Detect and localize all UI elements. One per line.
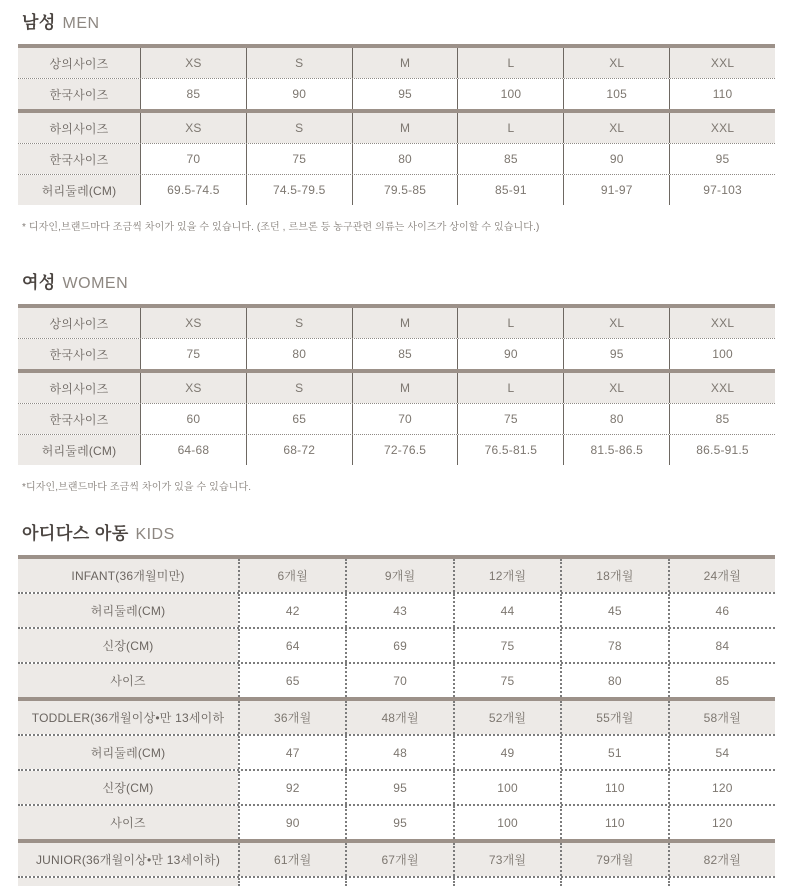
value-cell: 79.5-85 bbox=[352, 175, 458, 205]
value-cell: 78 bbox=[560, 629, 667, 662]
value-cell: 68-72 bbox=[246, 435, 352, 465]
kids-size-table bbox=[18, 555, 775, 886]
value-cell: 75 bbox=[140, 339, 246, 369]
value-cell: M bbox=[352, 308, 458, 338]
row-label-cell bbox=[18, 878, 238, 886]
value-cell: 97-103 bbox=[669, 175, 775, 205]
value-cell: 75 bbox=[453, 664, 560, 697]
value-cell: 9개월 bbox=[345, 559, 452, 592]
row-label-cell: INFANT(36개월미만) bbox=[18, 559, 238, 592]
value-cell: S bbox=[246, 113, 352, 143]
value-cell: XXL bbox=[669, 373, 775, 403]
women-section-title bbox=[22, 270, 775, 295]
women-title-korean: 여성 bbox=[22, 273, 56, 292]
value-cell: 36개월 bbox=[238, 701, 345, 734]
table-row bbox=[18, 44, 775, 78]
women-footnote: *디자인,브랜드마다 조금씩 차이가 있을 수 있습니다. bbox=[22, 482, 252, 493]
value-cell: XL bbox=[563, 308, 669, 338]
women-title-english: WOMEN bbox=[62, 275, 129, 292]
value-cell: 6개월 bbox=[238, 559, 345, 592]
value-cell: S bbox=[246, 373, 352, 403]
value-cell: L bbox=[457, 48, 563, 78]
table-row bbox=[18, 592, 775, 627]
men-title-korean: 남성 bbox=[22, 13, 56, 32]
value-cell: XL bbox=[563, 48, 669, 78]
value-cell: 55개월 bbox=[560, 701, 667, 734]
value-cell: 85 bbox=[140, 79, 246, 109]
value-cell bbox=[668, 878, 775, 886]
value-cell: 95 bbox=[669, 144, 775, 174]
value-cell: XS bbox=[140, 113, 246, 143]
value-cell: 73개월 bbox=[453, 843, 560, 876]
value-cell: 74.5-79.5 bbox=[246, 175, 352, 205]
table-row bbox=[18, 734, 775, 769]
value-cell: XS bbox=[140, 373, 246, 403]
value-cell: 18개월 bbox=[560, 559, 667, 592]
value-cell: 48 bbox=[345, 736, 452, 769]
value-cell: 75 bbox=[453, 629, 560, 662]
kids-size-section bbox=[18, 521, 775, 886]
row-label-cell: 허리둘레(CM) bbox=[18, 175, 140, 205]
value-cell: 90 bbox=[238, 806, 345, 839]
value-cell: M bbox=[352, 113, 458, 143]
value-cell: 24개월 bbox=[668, 559, 775, 592]
value-cell: 46 bbox=[668, 594, 775, 627]
value-cell: 69 bbox=[345, 629, 452, 662]
row-label-cell: 상의사이즈 bbox=[18, 308, 140, 338]
row-label-cell: 하의사이즈 bbox=[18, 373, 140, 403]
row-label-cell: 허리둘레(CM) bbox=[18, 736, 238, 769]
value-cell: 43 bbox=[345, 594, 452, 627]
value-cell: XL bbox=[563, 113, 669, 143]
value-cell bbox=[238, 878, 345, 886]
value-cell: 95 bbox=[345, 771, 452, 804]
value-cell: 90 bbox=[457, 339, 563, 369]
table-row bbox=[18, 109, 775, 143]
value-cell: 67개월 bbox=[345, 843, 452, 876]
value-cell: 75 bbox=[457, 404, 563, 434]
value-cell: 80 bbox=[560, 664, 667, 697]
value-cell: M bbox=[352, 48, 458, 78]
value-cell: XS bbox=[140, 48, 246, 78]
value-cell: 79개월 bbox=[560, 843, 667, 876]
value-cell: 100 bbox=[453, 806, 560, 839]
table-row bbox=[18, 143, 775, 174]
value-cell bbox=[453, 878, 560, 886]
value-cell: 85 bbox=[668, 664, 775, 697]
value-cell: 65 bbox=[238, 664, 345, 697]
value-cell: 52개월 bbox=[453, 701, 560, 734]
value-cell: 49 bbox=[453, 736, 560, 769]
value-cell: 44 bbox=[453, 594, 560, 627]
table-row bbox=[18, 662, 775, 697]
value-cell: 95 bbox=[345, 806, 452, 839]
value-cell: 81.5-86.5 bbox=[563, 435, 669, 465]
value-cell: 85 bbox=[457, 144, 563, 174]
value-cell: L bbox=[457, 113, 563, 143]
value-cell: 45 bbox=[560, 594, 667, 627]
value-cell: 110 bbox=[560, 806, 667, 839]
value-cell: 75 bbox=[246, 144, 352, 174]
value-cell: 72-76.5 bbox=[352, 435, 458, 465]
value-cell bbox=[560, 878, 667, 886]
value-cell: 100 bbox=[457, 79, 563, 109]
value-cell: XL bbox=[563, 373, 669, 403]
table-row bbox=[18, 78, 775, 109]
row-label-cell: 신장(CM) bbox=[18, 629, 238, 662]
value-cell: XXL bbox=[669, 308, 775, 338]
value-cell: 120 bbox=[668, 771, 775, 804]
value-cell: 85-91 bbox=[457, 175, 563, 205]
value-cell: 120 bbox=[668, 806, 775, 839]
value-cell: L bbox=[457, 373, 563, 403]
value-cell: 92 bbox=[238, 771, 345, 804]
value-cell: 47 bbox=[238, 736, 345, 769]
value-cell: 64 bbox=[238, 629, 345, 662]
row-label-cell: 허리둘레(CM) bbox=[18, 594, 238, 627]
row-label-cell: 사이즈 bbox=[18, 806, 238, 839]
kids-title-english: KIDS bbox=[135, 526, 175, 543]
value-cell: XS bbox=[140, 308, 246, 338]
value-cell: 70 bbox=[140, 144, 246, 174]
row-label-cell: 한국사이즈 bbox=[18, 144, 140, 174]
value-cell: 64-68 bbox=[140, 435, 246, 465]
value-cell: XXL bbox=[669, 48, 775, 78]
value-cell: 110 bbox=[669, 79, 775, 109]
value-cell: 80 bbox=[246, 339, 352, 369]
value-cell: 69.5-74.5 bbox=[140, 175, 246, 205]
value-cell: 110 bbox=[560, 771, 667, 804]
row-label-cell: 한국사이즈 bbox=[18, 339, 140, 369]
value-cell: 70 bbox=[345, 664, 452, 697]
value-cell: 90 bbox=[246, 79, 352, 109]
value-cell: 80 bbox=[563, 404, 669, 434]
value-cell: 105 bbox=[563, 79, 669, 109]
table-row bbox=[18, 839, 775, 876]
value-cell: 85 bbox=[669, 404, 775, 434]
value-cell: 80 bbox=[352, 144, 458, 174]
value-cell: 85 bbox=[352, 339, 458, 369]
value-cell: 65 bbox=[246, 404, 352, 434]
kids-section-title bbox=[22, 521, 775, 546]
table-row bbox=[18, 876, 775, 886]
value-cell: 60 bbox=[140, 404, 246, 434]
value-cell: 84 bbox=[668, 629, 775, 662]
value-cell: 58개월 bbox=[668, 701, 775, 734]
value-cell bbox=[345, 878, 452, 886]
row-label-cell: 하의사이즈 bbox=[18, 113, 140, 143]
table-row bbox=[18, 174, 775, 205]
table-row bbox=[18, 338, 775, 369]
row-label-cell: 상의사이즈 bbox=[18, 48, 140, 78]
value-cell: M bbox=[352, 373, 458, 403]
row-label-cell: JUNIOR(36개월이상•만 13세이하) bbox=[18, 843, 238, 876]
men-footnote: * 디자인,브랜드마다 조금씩 차이가 있을 수 있습니다. (조던 , 르브론 등 농구관련 의류는 사이즈가 상이할 수 있습니다.) bbox=[22, 222, 540, 233]
value-cell: S bbox=[246, 308, 352, 338]
row-label-cell: 한국사이즈 bbox=[18, 404, 140, 434]
row-label-cell: 한국사이즈 bbox=[18, 79, 140, 109]
value-cell: 48개월 bbox=[345, 701, 452, 734]
kids-title-korean: 아디다스 아동 bbox=[22, 524, 129, 543]
value-cell: 91-97 bbox=[563, 175, 669, 205]
value-cell: 86.5-91.5 bbox=[669, 435, 775, 465]
table-row bbox=[18, 804, 775, 839]
women-size-table bbox=[18, 304, 775, 465]
value-cell: 54 bbox=[668, 736, 775, 769]
value-cell: XXL bbox=[669, 113, 775, 143]
value-cell: 90 bbox=[563, 144, 669, 174]
value-cell: 82개월 bbox=[668, 843, 775, 876]
men-section-title bbox=[22, 10, 775, 35]
row-label-cell: TODDLER(36개월이상•만 13세이하 bbox=[18, 701, 238, 734]
table-row bbox=[18, 434, 775, 465]
table-row bbox=[18, 769, 775, 804]
value-cell: L bbox=[457, 308, 563, 338]
value-cell: 42 bbox=[238, 594, 345, 627]
table-row bbox=[18, 403, 775, 434]
value-cell: 100 bbox=[453, 771, 560, 804]
value-cell: 95 bbox=[352, 79, 458, 109]
value-cell: 70 bbox=[352, 404, 458, 434]
row-label-cell: 사이즈 bbox=[18, 664, 238, 697]
table-row bbox=[18, 369, 775, 403]
row-label-cell: 허리둘레(CM) bbox=[18, 435, 140, 465]
row-label-cell: 신장(CM) bbox=[18, 771, 238, 804]
men-title-english: MEN bbox=[62, 15, 100, 32]
value-cell: 12개월 bbox=[453, 559, 560, 592]
men-size-section bbox=[18, 10, 775, 233]
table-row bbox=[18, 304, 775, 338]
men-size-table bbox=[18, 44, 775, 205]
table-row bbox=[18, 555, 775, 592]
value-cell: 51 bbox=[560, 736, 667, 769]
value-cell: S bbox=[246, 48, 352, 78]
table-row bbox=[18, 697, 775, 734]
value-cell: 76.5-81.5 bbox=[457, 435, 563, 465]
women-size-section bbox=[18, 270, 775, 493]
value-cell: 100 bbox=[669, 339, 775, 369]
value-cell: 61개월 bbox=[238, 843, 345, 876]
value-cell: 95 bbox=[563, 339, 669, 369]
table-row bbox=[18, 627, 775, 662]
